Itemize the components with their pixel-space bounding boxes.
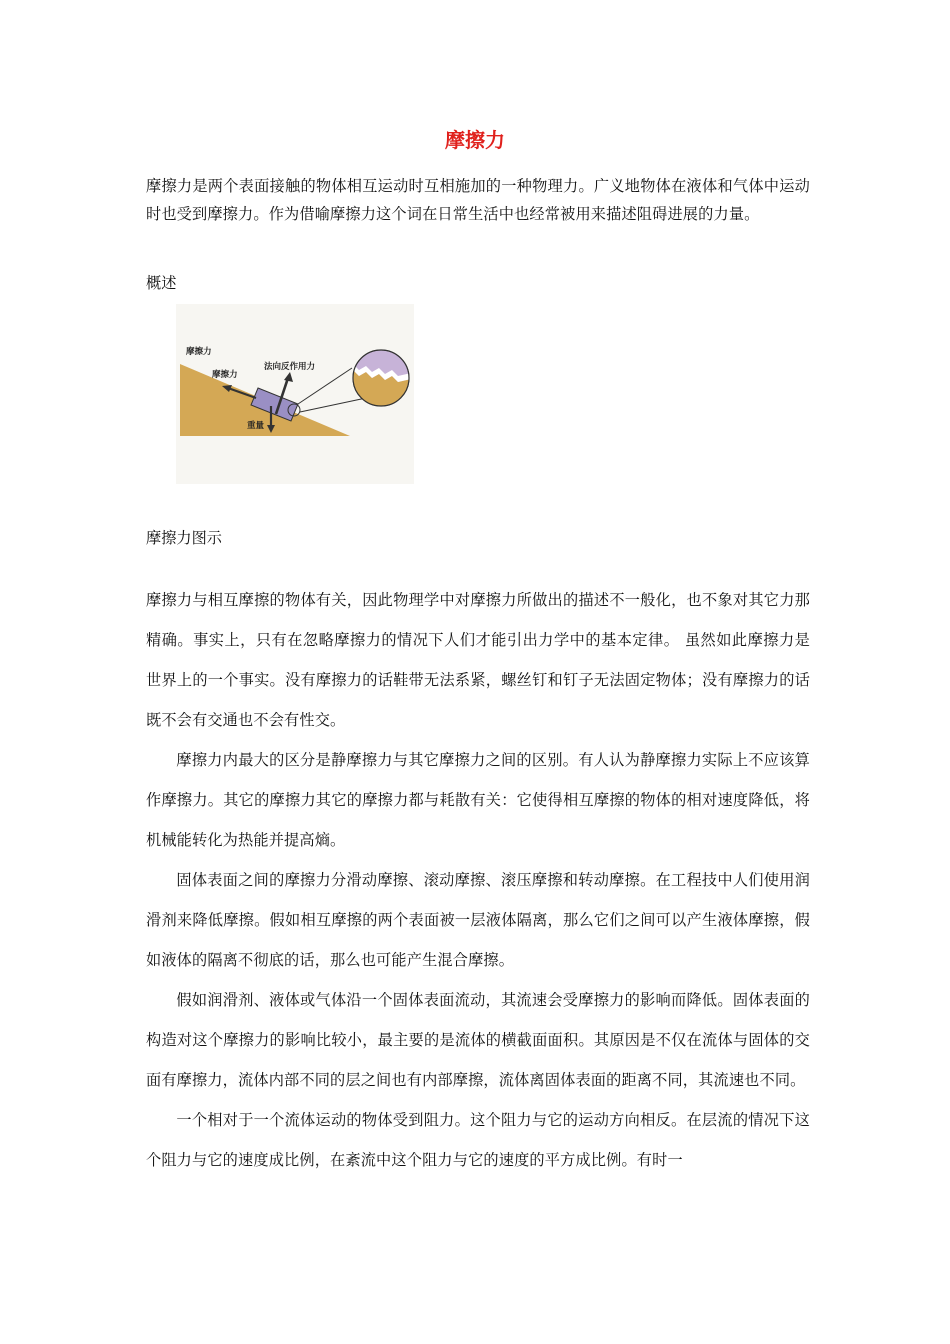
body-text [146, 580, 810, 1180]
section-heading-overview: 概述 [146, 274, 177, 292]
label-friction-arrow: 摩擦力 [212, 370, 238, 380]
intro-paragraph: 摩擦力是两个表面接触的物体相互运动时互相施加的一种物理力。广义地物体在液体和气体中运动时也受到摩擦力。作为借喻摩擦力这个词在日常生活中也经常被用来描述阻碍进展的力量。 [146, 177, 810, 223]
body-paragraph: 摩擦力与相互摩擦的物体有关，因此物理学中对摩擦力所做出的描述不一般化，也不象对其它力那精确。事实上，只有在忽略摩擦力的情况下人们才能引出力学中的基本定律。 虽然如此摩擦力是世界上的一个事实。没有摩擦力的话鞋带无法系紧，螺丝钉和钉子无法固定物体；没有摩擦力的话既不会有交通也不会有性交。 [146, 591, 810, 729]
page-title: 摩擦力 [445, 128, 505, 152]
body-paragraph: 一个相对于一个流体运动的物体受到阻力。这个阻力与它的运动方向相反。在层流的情况下这个阻力与它的速度成比例，在紊流中这个阻力与它的速度的平方成比例。有时一 [146, 1111, 810, 1169]
label-gravity: 重量 [247, 421, 265, 431]
figure-caption: 摩擦力图示 [146, 529, 222, 547]
body-paragraph: 摩擦力内最大的区分是静摩擦力与其它摩擦力之间的区别。有人认为静摩擦力实际上不应该算作摩擦力。其它的摩擦力其它的摩擦力都与耗散有关：它使得相互摩擦的物体的相对速度降低，将机械能转化为热能并提高熵。 [146, 751, 810, 849]
body-paragraph: 假如润滑剂、液体或气体沿一个固体表面流动，其流速会受摩擦力的影响而降低。固体表面的构造对这个摩擦力的影响比较小，最主要的是流体的横截面面积。其原因是不仅在流体与固体的交面有摩擦力，流体内部不同的层之间也有内部摩擦，流体离固体表面的距离不同，其流速也不同。 [146, 991, 810, 1089]
label-normal-force: 法向反作用力 [264, 362, 316, 372]
body-paragraph: 固体表面之间的摩擦力分滑动摩擦、滚动摩擦、滚压摩擦和转动摩擦。在工程技中人们使用润滑剂来降低摩擦。假如相互摩擦的两个表面被一层液体隔离，那么它们之间可以产生液体摩擦，假如液体的隔离不彻底的话，那么也可能产生混合摩擦。 [146, 871, 810, 969]
label-friction-top: 摩擦力 [186, 347, 212, 357]
friction-diagram [176, 304, 414, 484]
